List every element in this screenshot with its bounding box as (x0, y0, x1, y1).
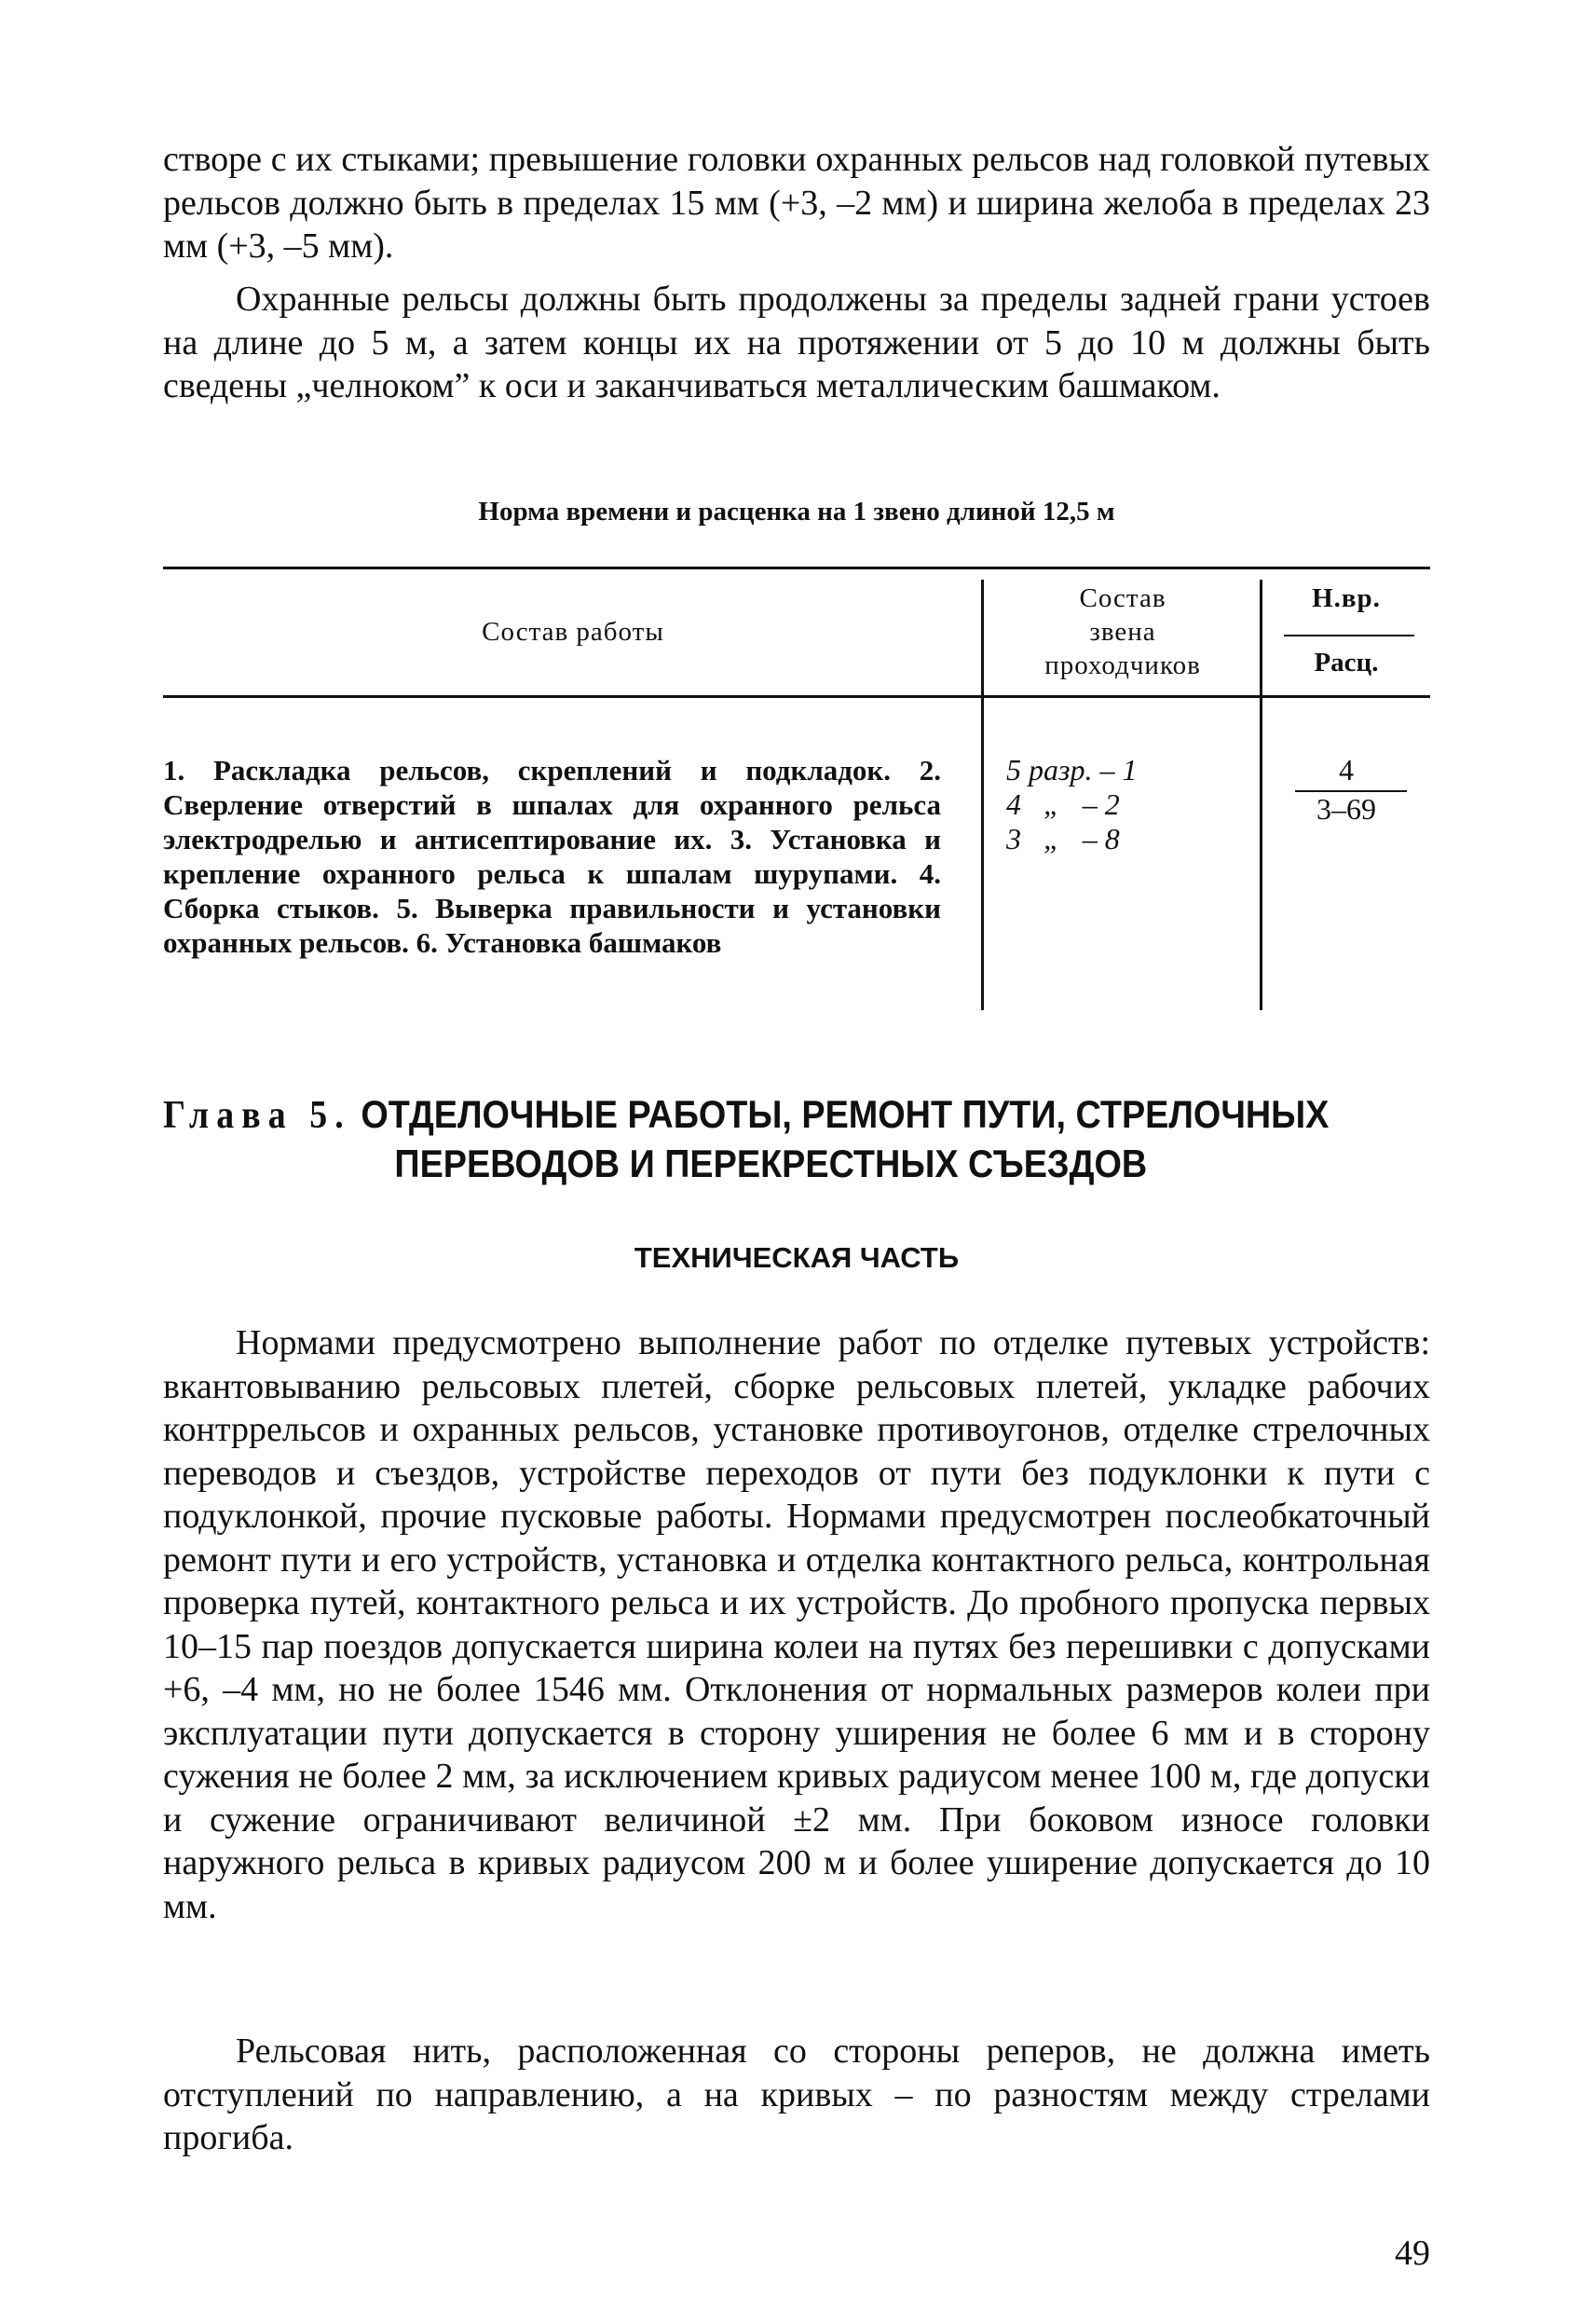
table-header-rule (163, 695, 1430, 698)
norm-time-value: 4 (1339, 753, 1354, 787)
header-work: Состав работы (482, 617, 664, 647)
rate-value: 3–69 (1316, 792, 1376, 826)
work-description: 1. Раскладка рельсов, скреплений и подкладок. 2. Сверление отверстий в шпалах для охранного рельса электродрелью и антисептирование их. 3. Установка и крепление охранного рельса к шпалам шурупами. 4. Сборка стыков. 5. Выверка правильности и установки охранных рельсов. 6. Установка башмаков (163, 754, 941, 959)
section-heading: ТЕХНИЧЕСКАЯ ЧАСТЬ (634, 1241, 960, 1274)
table-top-rule (163, 567, 1430, 569)
crew-row: 3 „ – 8 (1006, 822, 1120, 855)
header-norm-time: Н.вр. (1312, 583, 1381, 613)
chapter-title-line-2: ПЕРЕВОДОВ И ПЕРЕКРЕСТНЫХ СЪЕЗДОВ (394, 1142, 1148, 1185)
paragraph-top: створе с их стыками; превышение головки охранных рельсов над головкой путевых рельсов должно быть в пределах 15 мм (+3, –2 мм) и ширина желоба в пределах 23 мм (+3, –5 мм). (163, 140, 1430, 266)
crew-composition (1006, 753, 1239, 856)
header-rate: Расц. (1314, 648, 1379, 677)
paragraph-guard-rails: Охранные рельсы должны быть продолжены за пределы задней грани устоев на длине до 5 м, а затем концы их на протяжении от 5 до 10 м должны быть сведены „челноком” к оси и заканчиваться металлическим башмаком. (163, 280, 1430, 405)
crew-row: 4 „ – 2 (1006, 787, 1120, 821)
table-caption: Норма времени и расценка на 1 звено длиной 12,5 м (478, 497, 1115, 527)
header-crew (983, 581, 1262, 682)
paragraph-norms: Нормами предусмотрено выполнение работ по отделке путевых устройств: вкантовыванию рельсовых плетей, сборке рельсовых плетей, укладке рабочих контррельсов и охранных рельсов, установке противоугонов, отделке стрелочных переводов и съездов, устройстве переходов от пути без подуклонки к пути с подуклонкой, прочие пусковые работы. Нормами предусмотрен послеобкаточный ремонт пути и его устройств, установка и отделка контактного рельса, контрольная проверка путей, контактного рельса и их устройств. До пробного пропуска первых 10–15 пар поездов допускается ширина колеи на путях без перешивки с допусками +6, –4 мм, но не более 1546 мм. Отклонения от нормальных размеров колеи при эксплуатации пути допускается в сторону уширения не более 6 мм и в сторону сужения не более 2 мм, за исключением кривых радиусом менее 100 м, где допуски и сужение ограничивают величиной ±2 мм. При боковом износе головки наружного рельса в кривых радиусом 200 м и более уширение допускается до 10 мм. (163, 1323, 1430, 1926)
chapter-prefix: Глава 5. (163, 1094, 351, 1137)
header-fraction-line (1284, 635, 1414, 636)
crew-row: 5 разр. – 1 (1006, 753, 1138, 787)
paragraph-rail-thread: Рельсовая нить, расположенная со стороны реперов, не должна иметь отступлений по направлению, а на кривых – по разностям между стрелами прогиба. (163, 2032, 1430, 2157)
header-crew-line-3: проходчиков (1044, 650, 1201, 680)
chapter-title (163, 1090, 1330, 1188)
header-crew-line-2: звена (1089, 617, 1156, 647)
chapter-title-line-1: ОТДЕЛОЧНЫЕ РАБОТЫ, РЕМОНТ ПУТИ, СТРЕЛОЧНЫХ (361, 1092, 1330, 1136)
page-number: 49 (1395, 2234, 1430, 2273)
header-crew-line-1: Состав (1079, 583, 1166, 613)
